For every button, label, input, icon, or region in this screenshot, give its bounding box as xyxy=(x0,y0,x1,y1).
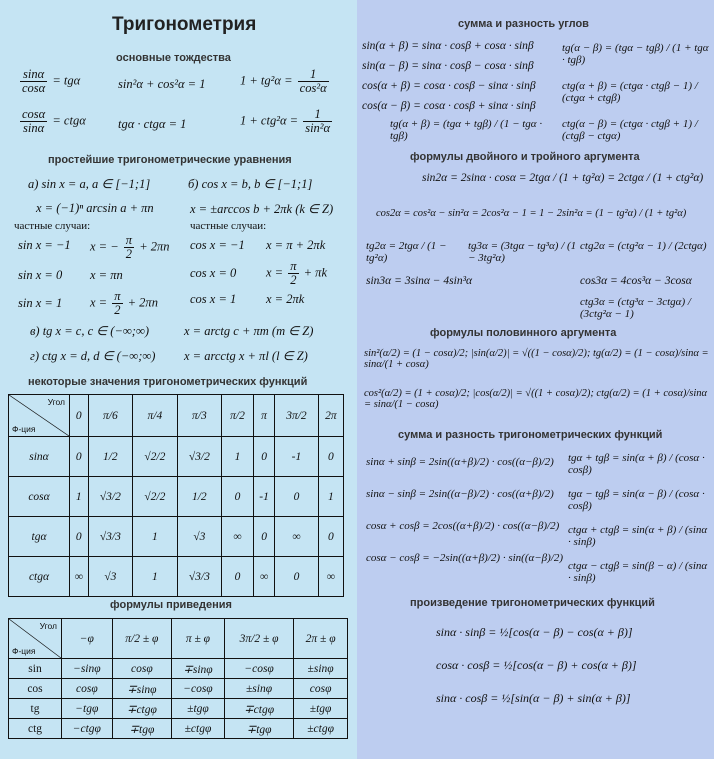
values-table-corner xyxy=(9,395,70,437)
value-cell: cosφ xyxy=(294,679,348,699)
angle-header: π/3 xyxy=(177,395,222,437)
value-cell: √3/2 xyxy=(88,477,133,517)
table-row xyxy=(9,517,344,557)
value-cell: −cosφ xyxy=(172,679,225,699)
right-panel xyxy=(357,0,714,759)
tg-difference-formula: tg(α − β) = (tgα − tgβ) / (1 + tgα · tgβ) xyxy=(562,42,709,66)
value-cell: ∓ctgφ xyxy=(112,699,171,719)
values-table xyxy=(8,394,344,597)
value-cell: ∞ xyxy=(275,517,318,557)
page-title: Тригонометрия xyxy=(112,14,257,35)
value-cell: 0 xyxy=(222,557,254,597)
value-cell: 0 xyxy=(70,517,89,557)
value-cell: cosφ xyxy=(112,659,171,679)
value-cell: −cosφ xyxy=(224,659,293,679)
identity-formula-1: sin²α + cos²α = 1 xyxy=(118,77,206,91)
value-cell: 0 xyxy=(253,517,274,557)
value-cell: √3/2 xyxy=(177,437,222,477)
value-cell: √2/2 xyxy=(133,437,178,477)
identity-formula-4: tgα · ctgα = 1 xyxy=(118,117,187,131)
sin-case-lhs-1: sin x = 0 xyxy=(18,268,63,282)
cos-triple-formula: cos3α = 4cos³α − 3cosα xyxy=(580,275,692,287)
sum-formula-0: sin(α + β) = sinα · cosβ + cosα · sinβ xyxy=(362,40,534,52)
value-cell: ±ctgφ xyxy=(172,719,225,739)
angle-header: π/2 ± φ xyxy=(112,619,171,659)
value-cell: √2/2 xyxy=(133,477,178,517)
ctg-difference-formula: ctg(α − β) = (ctgα · ctgβ + 1) / (ctgβ − ctgα) xyxy=(562,118,698,142)
value-cell: -1 xyxy=(253,477,274,517)
value-cell: 0 xyxy=(318,517,343,557)
tg-function-sum-formula-2: ctgα + ctgβ = sin(α + β) / (sinα · sinβ) xyxy=(568,524,708,548)
value-cell: √3 xyxy=(88,557,133,597)
section-half-angle-heading: формулы половинного аргумента xyxy=(430,327,617,339)
value-cell: 1/2 xyxy=(88,437,133,477)
function-cell: cosα xyxy=(9,477,70,517)
value-cell: ∓sinφ xyxy=(112,679,171,699)
ctg-triple-formula: ctg3α = (ctg³α − 3ctgα) / (3ctg²α − 1) xyxy=(580,296,691,320)
cos-double-formula: cos2α = cos²α − sin²α = 2cos²α − 1 = 1 − 2sin²α = (1 − tg²α) / (1 + tg²α) xyxy=(376,208,687,219)
identity-formula-5: 1 + ctg²α = $\frac{1}{\text{sin²α}}$ xyxy=(240,107,331,136)
value-cell: √3/3 xyxy=(177,557,222,597)
product-formula-1: cosα · cosβ = ½[cos(α − β) + cos(α + β)] xyxy=(436,658,637,672)
function-cell: sinα xyxy=(9,437,70,477)
sin-case-rhs-0: x = − $\frac{\pi}{2}$ + 2πn xyxy=(90,233,170,262)
value-cell: 1 xyxy=(70,477,89,517)
value-cell: 0 xyxy=(70,437,89,477)
angle-header: π/2 xyxy=(222,395,254,437)
value-cell: ±tgφ xyxy=(294,699,348,719)
tg-function-sum-formula-1: tgα − tgβ = sin(α − β) / (cosα · cosβ) xyxy=(568,488,705,512)
value-cell: ∞ xyxy=(70,557,89,597)
angle-header: 0 xyxy=(70,395,89,437)
sin-case-lhs-0: sin x = −1 xyxy=(18,238,71,252)
function-cell: tgα xyxy=(9,517,70,557)
value-cell: 0 xyxy=(318,437,343,477)
value-cell: 1 xyxy=(222,437,254,477)
value-cell: ±sinφ xyxy=(224,679,293,699)
table-row xyxy=(9,477,344,517)
sin-case-lhs-2: sin x = 1 xyxy=(18,296,63,310)
section-reduction-heading: формулы приведения xyxy=(110,599,232,611)
sin-double-formula: sin2α = 2sinα · cosα = 2tgα / (1 + tg²α) = 2ctgα / (1 + ctg²α) xyxy=(422,172,704,184)
corner-angle-label: Угол xyxy=(47,397,65,407)
value-cell: ±sinφ xyxy=(294,659,348,679)
equation-a-solution: x = (−1)ⁿ arcsin a + πn xyxy=(36,201,154,215)
value-cell: −sinφ xyxy=(62,659,113,679)
cos-case-lhs-0: cos x = −1 xyxy=(190,238,245,252)
value-cell: √3/3 xyxy=(88,517,133,557)
identity-formula-0: $\frac{\sin\alpha}{\cos\alpha}$ = tgα xyxy=(22,67,81,96)
value-cell: -1 xyxy=(275,437,318,477)
sin-case-rhs-1: x = πn xyxy=(90,268,123,282)
cos-case-lhs-1: cos x = 0 xyxy=(190,266,237,280)
corner-function-label: Ф-ция xyxy=(12,424,36,434)
table-row xyxy=(9,699,348,719)
sin-case-rhs-2: x = $\frac{\pi}{2}$ + 2πn xyxy=(90,289,158,318)
value-cell: ∓tgφ xyxy=(224,719,293,739)
section-function-sum-heading: сумма и разность тригонометрических функций xyxy=(398,429,663,441)
value-cell: 1/2 xyxy=(177,477,222,517)
angle-header: −φ xyxy=(62,619,113,659)
value-cell: ∞ xyxy=(253,557,274,597)
section-values-heading: некоторые значения тригонометрических функций xyxy=(28,376,308,388)
table-row xyxy=(9,659,348,679)
function-cell: sin xyxy=(9,659,62,679)
value-cell: ∞ xyxy=(318,557,343,597)
equation-d: г) ctg x = d, d ∈ (−∞;∞) xyxy=(30,349,156,363)
value-cell: 1 xyxy=(133,517,178,557)
reduction-table xyxy=(8,618,348,739)
equation-a: а) sin x = a, a ∈ [−1;1] xyxy=(28,177,151,191)
angle-header: 3π/2 xyxy=(275,395,318,437)
sum-formula-3: cos(α − β) = cosα · cosβ + sinα · sinβ xyxy=(362,100,536,112)
function-cell: cos xyxy=(9,679,62,699)
function-sum-formula-0: sinα + sinβ = 2sin((α+β)/2) · cos((α−β)/2) xyxy=(366,456,554,468)
value-cell: ±tgφ xyxy=(172,699,225,719)
function-cell: ctgα xyxy=(9,557,70,597)
equation-d-solution: x = arcctg x + πl (l ∈ Z) xyxy=(184,349,308,363)
function-sum-formula-2: cosα + cosβ = 2cos((α+β)/2) · cos((α−β)/2) xyxy=(366,520,560,532)
equation-c: в) tg x = c, c ∈ (−∞;∞) xyxy=(30,324,150,338)
equation-c-solution: x = arctg c + πm (m ∈ Z) xyxy=(184,324,314,338)
function-cell: tg xyxy=(9,699,62,719)
table-row xyxy=(9,719,348,739)
angle-header: π/4 xyxy=(133,395,178,437)
cos-case-rhs-1: x = $\frac{\pi}{2}$ + πk xyxy=(266,259,327,288)
cos-case-lhs-2: cos x = 1 xyxy=(190,292,237,306)
angle-header: 2π ± φ xyxy=(294,619,348,659)
value-cell: −ctgφ xyxy=(62,719,113,739)
value-cell: cosφ xyxy=(62,679,113,699)
value-cell: 0 xyxy=(253,437,274,477)
value-cell: −tgφ xyxy=(62,699,113,719)
tg-function-sum-formula-0: tgα + tgβ = sin(α + β) / (cosα · cosβ) xyxy=(568,452,705,476)
function-sum-formula-1: sinα − sinβ = 2sin((α−β)/2) · cos((α+β)/2) xyxy=(366,488,554,500)
section-sum-angles-heading: сумма и разность углов xyxy=(458,18,589,30)
angle-header: π ± φ xyxy=(172,619,225,659)
angle-header: 2π xyxy=(318,395,343,437)
value-cell: ∓ctgφ xyxy=(224,699,293,719)
half-angle-formula-0: sin²(α/2) = (1 − cosα)/2; |sin(α/2)| = √((1 − cosα)/2); tg(α/2) = (1 − cosα)/sinα = sinα/(1 + cosα) xyxy=(364,348,709,370)
section-equations-heading: простейшие тригонометрические уравнения xyxy=(48,154,292,166)
sin-triple-formula: sin3α = 3sinα − 4sin³α xyxy=(366,275,473,287)
sum-formula-2: cos(α + β) = cosα · cosβ − sinα · sinβ xyxy=(362,80,536,92)
angle-header: π/6 xyxy=(88,395,133,437)
value-cell: 1 xyxy=(318,477,343,517)
corner-angle-label: Угол xyxy=(39,621,57,631)
equation-b-solution: x = ±arccos b + 2πk (k ∈ Z) xyxy=(190,202,334,216)
value-cell: ±ctgφ xyxy=(294,719,348,739)
tg-double-formula: tg2α = 2tgα / (1 − tg²α) xyxy=(366,240,447,264)
reduction-table-corner xyxy=(9,619,62,659)
sum-formula-1: sin(α − β) = sinα · cosβ − cosα · sinβ xyxy=(362,60,534,72)
table-row xyxy=(9,437,344,477)
angle-header: 3π/2 ± φ xyxy=(224,619,293,659)
half-angle-formula-1: cos²(α/2) = (1 + cosα)/2; |cos(α/2)| = √((1 + cosα)/2); ctg(α/2) = (1 + cosα)/sinα = sinα/(1 − cosα) xyxy=(364,388,708,410)
tg-triple-formula: tg3α = (3tgα − tg³α) / (1 − 3tg²α) xyxy=(468,240,577,264)
ctg-double-formula: ctg2α = (ctg²α − 1) / (2ctgα) xyxy=(580,240,707,252)
special-cases-label-cos: частные случаи: xyxy=(190,220,267,232)
value-cell: ∓sinφ xyxy=(172,659,225,679)
value-cell: 1 xyxy=(133,557,178,597)
section-product-heading: произведение тригонометрических функций xyxy=(410,597,655,609)
section-double-angle-heading: формулы двойного и тройного аргумента xyxy=(410,151,640,163)
value-cell: ∞ xyxy=(222,517,254,557)
angle-header: π xyxy=(253,395,274,437)
value-cell: 0 xyxy=(275,557,318,597)
function-sum-formula-3: cosα − cosβ = −2sin((α+β)/2) · sin((α−β)/2) xyxy=(366,552,564,564)
product-formula-2: sinα · cosβ = ½[sin(α − β) + sin(α + β)] xyxy=(436,691,631,705)
special-cases-label-sin: частные случаи: xyxy=(14,220,91,232)
equation-b: б) cos x = b, b ∈ [−1;1] xyxy=(188,177,313,191)
identity-formula-2: 1 + tg²α = $\frac{1}{\text{cos²α}}$ xyxy=(240,67,327,96)
table-row xyxy=(9,679,348,699)
value-cell: 0 xyxy=(222,477,254,517)
tg-function-sum-formula-3: ctgα − ctgβ = sin(β − α) / (sinα · sinβ) xyxy=(568,560,708,584)
function-cell: ctg xyxy=(9,719,62,739)
cos-case-rhs-0: x = π + 2πk xyxy=(266,238,326,252)
values-table-header-row xyxy=(9,395,344,437)
value-cell: √3 xyxy=(177,517,222,557)
reduction-table-header-row xyxy=(9,619,348,659)
section-identities-heading: основные тождества xyxy=(116,52,231,64)
tg-sum-formula: tg(α + β) = (tgα + tgβ) / (1 − tgα · tgβ) xyxy=(390,118,543,142)
ctg-sum-formula: ctg(α + β) = (ctgα · ctgβ − 1) / (ctgα + ctgβ) xyxy=(562,80,698,104)
product-formula-0: sinα · sinβ = ½[cos(α − β) − cos(α + β)] xyxy=(436,625,633,639)
table-row xyxy=(9,557,344,597)
identity-formula-3: $\frac{\cos\alpha}{\sin\alpha}$ = ctgα xyxy=(22,107,86,136)
value-cell: 0 xyxy=(275,477,318,517)
value-cell: ∓tgφ xyxy=(112,719,171,739)
cos-case-rhs-2: x = 2πk xyxy=(266,292,305,306)
corner-function-label: Ф-ция xyxy=(12,646,36,656)
